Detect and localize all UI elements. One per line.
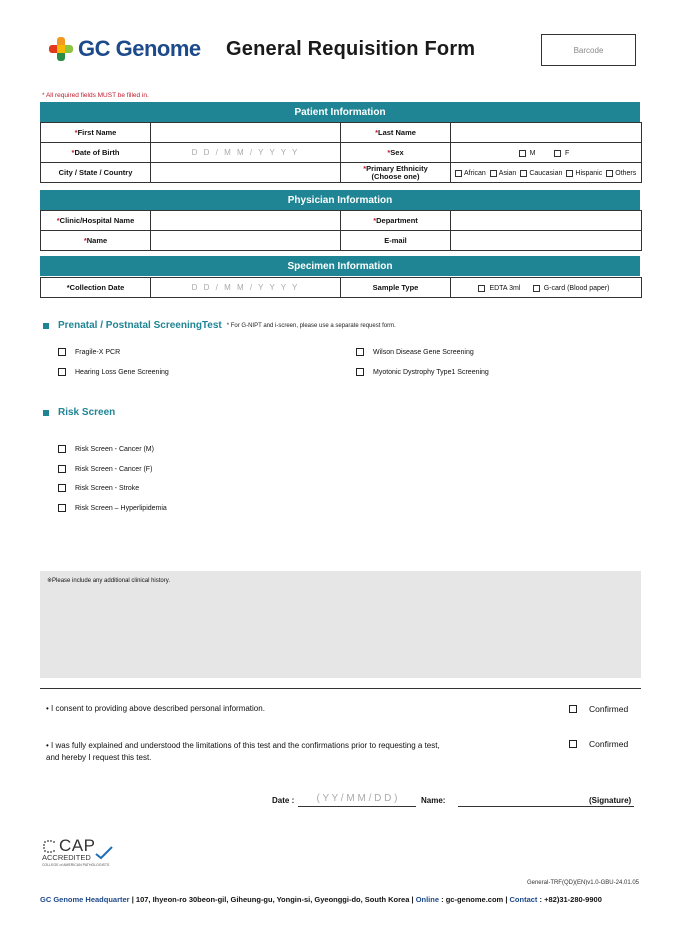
clinic-label: *Clinic/Hospital Name (41, 211, 151, 231)
checkbox-icon (58, 465, 66, 473)
physician-name-label: *Name (41, 231, 151, 251)
prenatal-note: * For G-NIPT and i-screen, please use a separate request form. (226, 322, 396, 329)
consent-line-1: • I consent to providing above described personal information. (46, 704, 265, 713)
dob-field[interactable] (151, 143, 341, 163)
clinic-field[interactable] (151, 211, 341, 231)
barcode-box (541, 34, 636, 66)
department-field[interactable] (451, 211, 642, 231)
checkbox-icon (606, 170, 613, 177)
ethnicity-option-others[interactable]: Others (606, 170, 636, 177)
sample-option-gcard[interactable]: G-card (Blood paper) (533, 285, 610, 292)
last-name-field[interactable] (451, 123, 642, 143)
checkbox-icon (58, 504, 66, 512)
divider (40, 688, 641, 689)
confirm-checkbox-2[interactable]: Confirmed (569, 739, 628, 749)
ethnicity-option-asian[interactable]: Asian (490, 170, 517, 177)
first-name-field[interactable] (151, 123, 341, 143)
gc-genome-logo (48, 36, 201, 62)
sex-option-f[interactable]: F (554, 150, 569, 157)
checkbox-icon (520, 170, 527, 177)
sex-option-m[interactable]: M (519, 150, 536, 157)
cap-accredited-text: ACCREDITED (42, 853, 91, 862)
test-myotonic[interactable]: Myotonic Dystrophy Type1 Screening (356, 368, 489, 376)
dob-placeholder: D D / M M / Y Y Y Y (191, 148, 300, 157)
risk-cancer-f[interactable]: Risk Screen - Cancer (F) (58, 465, 152, 473)
checkmark-icon (95, 846, 113, 860)
barcode-label: Barcode (573, 45, 604, 55)
checkbox-icon (58, 484, 66, 492)
patient-table (40, 122, 642, 183)
physician-name-field[interactable] (151, 231, 341, 251)
cross-logo-icon (48, 36, 74, 62)
checkbox-icon (58, 368, 66, 376)
checkbox-icon (569, 705, 577, 713)
section-marker-icon (43, 410, 49, 416)
footer: GC Genome Headquarter | 107, Ihyeon-ro 30beon-gil, Giheung-gu, Yongin-si, Gyeonggi-do, South Korea | Online : gc-genome.com | Contact : +82)31-280-9900 (40, 895, 602, 904)
checkbox-icon (554, 150, 561, 157)
risk-section-title: Risk Screen (43, 407, 115, 418)
specimen-table (40, 277, 642, 298)
city-label: City / State / Country (41, 163, 151, 183)
footer-website[interactable]: gc-genome.com (445, 895, 504, 904)
cap-college-text: COLLEGE of AMERICAN PATHOLOGISTS (42, 863, 110, 867)
checkbox-icon (58, 348, 66, 356)
footer-address: 107, Ihyeon-ro 30beon-gil, Giheung-gu, Yongin-si, Gyeonggi-do, South Korea (135, 895, 410, 904)
footer-hq: GC Genome Headquarter (40, 895, 130, 904)
test-wilson[interactable]: Wilson Disease Gene Screening (356, 348, 474, 356)
collection-date-field[interactable] (151, 278, 341, 298)
ethnicity-option-hispanic[interactable]: Hispanic (566, 170, 602, 177)
logo-text: GC Genome (78, 36, 201, 61)
physician-table (40, 210, 642, 251)
collection-date-label: *Collection Date (41, 278, 151, 298)
checkbox-icon (455, 170, 462, 177)
ethnicity-option-caucasian[interactable]: Caucasian (520, 170, 562, 177)
consent-line-2: • I was fully explained and understood the limitations of this test and the confirmations prior to requesting a test, and hereby I request this test. (46, 741, 440, 762)
last-name-label: *Last Name (341, 123, 451, 143)
city-field[interactable] (151, 163, 341, 183)
signature-label: (Signature) (589, 796, 632, 805)
signature-date-field[interactable]: ( Y Y / M M / D D ) (298, 793, 416, 807)
physician-section-header: Physician Information (40, 190, 640, 210)
confirm-checkbox-1[interactable]: Confirmed (569, 704, 628, 714)
checkbox-icon (566, 170, 573, 177)
checkbox-icon (478, 285, 485, 292)
risk-hyperlipidemia[interactable]: Risk Screen – Hyperlipidemia (58, 504, 167, 512)
name-label: Name: (421, 796, 446, 805)
sex-field (451, 143, 642, 163)
date-label: Date : (272, 796, 295, 805)
checkbox-icon (569, 740, 577, 748)
required-note: * All required fields MUST be filled in. (42, 92, 149, 99)
sample-type-label: Sample Type (341, 278, 451, 298)
history-note: ※Please include any additional clinical history. (47, 578, 170, 584)
ethnicity-label: *Primary Ethnicity (Choose one) (341, 163, 451, 183)
email-label: E-mail (341, 231, 451, 251)
checkbox-icon (356, 348, 364, 356)
collection-date-placeholder: D D / M M / Y Y Y Y (191, 283, 300, 292)
checkbox-icon (58, 445, 66, 453)
dob-label: *Date of Birth (41, 143, 151, 163)
sex-label: *Sex (341, 143, 451, 163)
ethnicity-option-african[interactable]: African (455, 170, 486, 177)
sample-type-field (451, 278, 642, 298)
prenatal-section-title: Prenatal / Postnatal ScreeningTest * For G-NIPT and i-screen, please use a separate request form. (43, 320, 396, 331)
risk-stroke[interactable]: Risk Screen - Stroke (58, 484, 139, 492)
test-hearing-loss[interactable]: Hearing Loss Gene Screening (58, 368, 169, 376)
ethnicity-field (451, 163, 642, 183)
document-code: General-TRF(QD)(EN)v1.0-GBU-24.01.05 (526, 880, 639, 886)
risk-cancer-m[interactable]: Risk Screen - Cancer (M) (58, 445, 154, 453)
cap-text: CAP (59, 836, 96, 855)
checkbox-icon (519, 150, 526, 157)
checkbox-icon (356, 368, 364, 376)
test-fragile-x[interactable]: Fragile-X PCR (58, 348, 120, 356)
checkbox-icon (490, 170, 497, 177)
specimen-section-header: Specimen Information (40, 256, 640, 276)
patient-section-header: Patient Information (40, 102, 640, 122)
clinical-history-box[interactable] (40, 571, 641, 678)
section-marker-icon (43, 323, 49, 329)
email-field[interactable] (451, 231, 642, 251)
form-title: General Requisition Form (226, 38, 476, 60)
department-label: *Department (341, 211, 451, 231)
first-name-label: *First Name (41, 123, 151, 143)
footer-contact: +82)31-280-9900 (544, 895, 602, 904)
sample-option-edta[interactable]: EDTA 3ml (478, 285, 520, 292)
checkbox-icon (533, 285, 540, 292)
